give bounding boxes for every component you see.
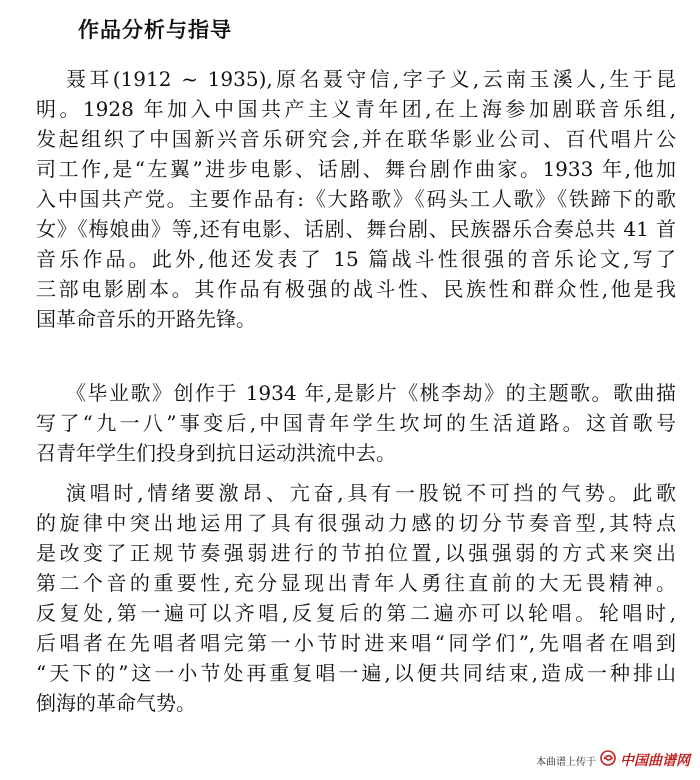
text-line: 国革命音乐的开路先锋。 — [36, 307, 256, 331]
text-line: 三部电影剧本。其作品有极强的战斗性、民族性和群众性,他是我 — [36, 277, 676, 301]
text-line: 第二个音的重要性,充分显现出青年人勇往直前的大无畏精神。 — [36, 571, 676, 595]
text-line: 音乐作品。此外,他还发表了 15 篇战斗性很强的音乐论文,写了 — [36, 247, 676, 271]
text-line: 反复处,第一遍可以齐唱,反复后的第二遍亦可以轮唱。轮唱时, — [36, 601, 676, 625]
text-line: 是改变了正规节奏强弱进行的节拍位置,以强强弱的方式来突出 — [36, 541, 676, 565]
text-line: 的旋律中突出地运用了具有很强动力感的切分节奏音型,其特点 — [36, 511, 676, 535]
text-line: 发起组织了中国新兴音乐研究会,并在联华影业公司、百代唱片公 — [36, 127, 676, 151]
text-line: 女》《梅娘曲》等,还有电影、话剧、舞台剧、民族器乐合奏总共 41 首 — [36, 217, 676, 241]
paragraph-performance-guide — [36, 478, 676, 718]
site-name: 中国曲谱网 — [620, 753, 690, 769]
source-watermark — [536, 750, 690, 770]
text-line: 写了“九一八”事变后,中国青年学生坎坷的生活道路。这首歌号 — [36, 411, 676, 435]
section-heading: 作品分析与指导 — [78, 18, 232, 42]
text-line: 聂耳(1912 ~ 1935),原名聂守信,字子义,云南玉溪人,生于昆 — [66, 67, 676, 91]
text-line: 《毕业歌》创作于 1934 年,是影片《桃李劫》的主题歌。歌曲描 — [66, 381, 676, 405]
text-line: “天下的”这一小节处再重复唱一遍,以便共同结束,造成一种排山 — [36, 661, 676, 685]
text-line: 入中国共产党。主要作品有:《大路歌》《码头工人歌》《铁蹄下的歌 — [36, 187, 676, 211]
text-line: 明。1928 年加入中国共产主义青年团,在上海参加剧联音乐组, — [36, 97, 676, 121]
text-line: 后唱者在先唱者唱完第一小节时进来唱“同学们”,先唱者在唱到 — [36, 631, 676, 655]
text-line: 倒海的革命气势。 — [36, 691, 196, 715]
text-line: 演唱时,情绪要激昂、亢奋,具有一股锐不可挡的气势。此歌 — [66, 481, 676, 505]
text-line: 召青年学生们投身到抗日运动洪流中去。 — [36, 441, 396, 465]
text-line: 司工作,是“左翼”进步电影、话剧、舞台剧作曲家。1933 年,他加 — [36, 157, 676, 181]
paragraph-song-background — [36, 378, 676, 468]
paragraph-biography — [36, 64, 676, 334]
upload-caption: 本曲谱上传于 — [536, 756, 596, 768]
swirl-logo-icon — [600, 750, 616, 770]
